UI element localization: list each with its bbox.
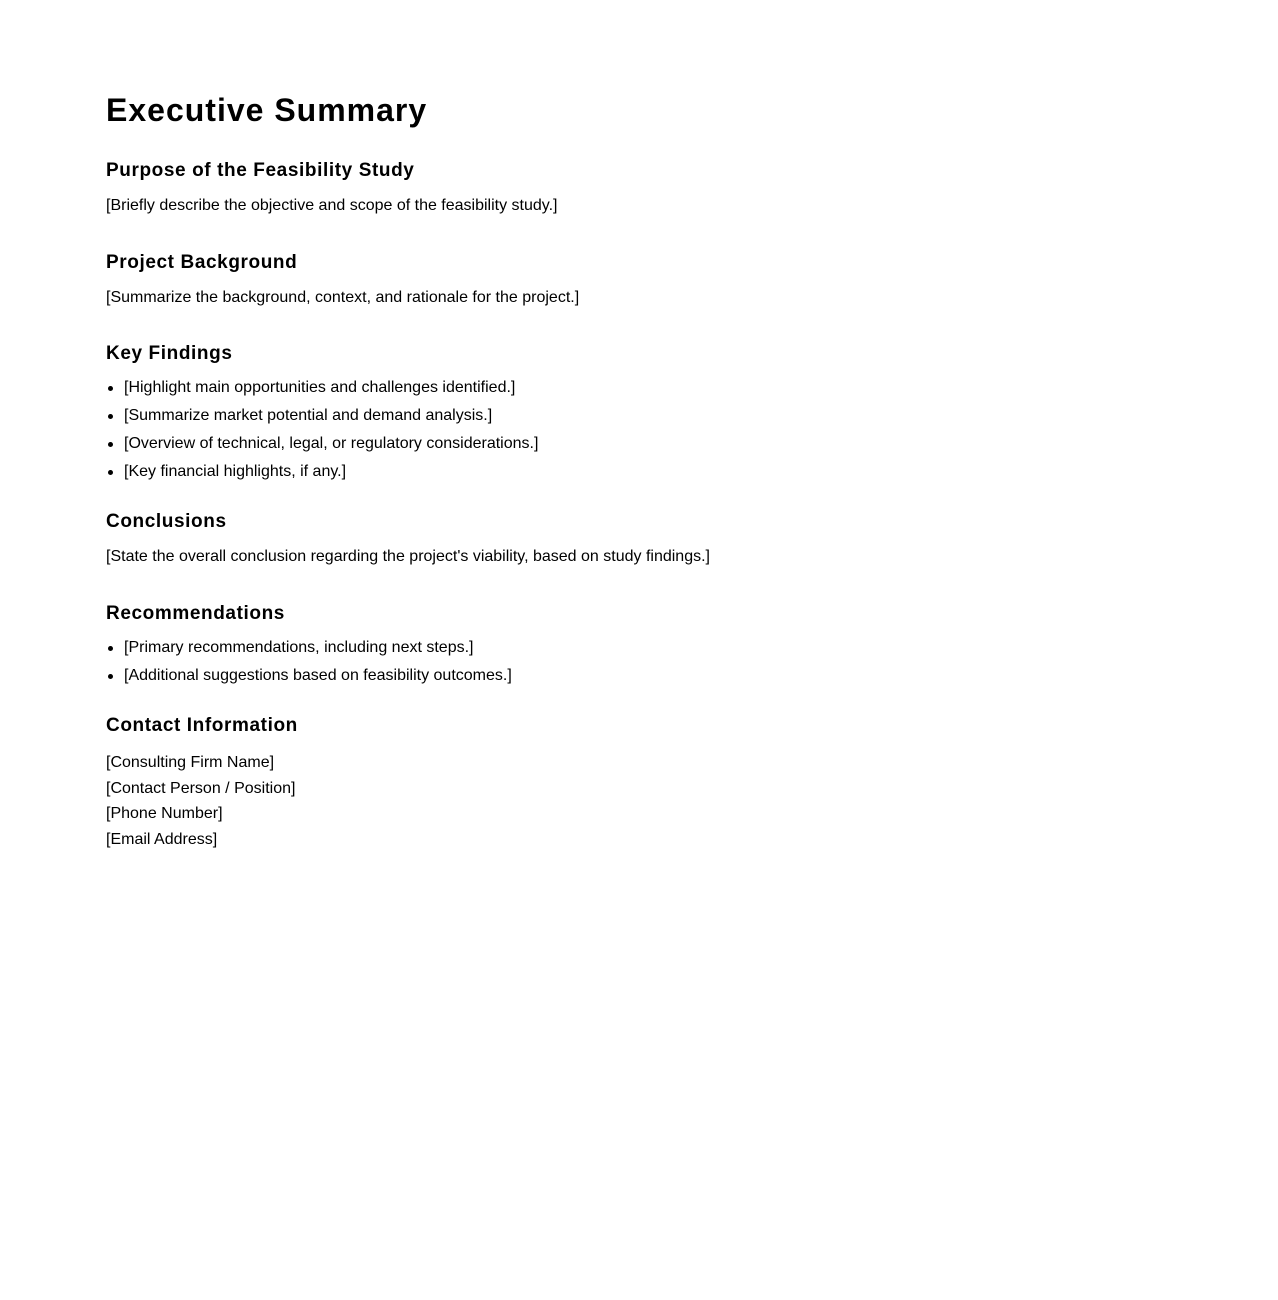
list-item-text: [Additional suggestions based on feasibility outcomes.] [124, 667, 512, 684]
section-heading-background: Project Background [106, 252, 298, 273]
list-item [106, 374, 538, 402]
bullet-icon [108, 386, 113, 391]
document-page [0, 0, 1278, 129]
list-item-text: [Summarize market potential and demand analysis.] [124, 407, 493, 424]
contact-phone-number: [Phone Number] [106, 805, 223, 823]
section-purpose [106, 159, 558, 217]
section-heading-purpose: Purpose of the Feasibility Study [106, 160, 415, 181]
section-recommendations [106, 602, 512, 690]
contact-email-address: [Email Address] [106, 831, 218, 849]
bullet-icon [108, 442, 113, 447]
list-item [106, 430, 538, 458]
list-item-text: [Key financial highlights, if any.] [124, 463, 347, 480]
section-background [106, 251, 579, 309]
bullet-icon [108, 414, 113, 419]
list-item-text: [Overview of technical, legal, or regulatory considerations.] [124, 435, 539, 452]
list-item [106, 662, 512, 690]
list-item [106, 458, 538, 486]
section-contact-information [106, 714, 298, 853]
key-findings-list [106, 374, 538, 486]
section-conclusions [106, 510, 710, 568]
contact-person-position: [Contact Person / Position] [106, 779, 296, 797]
section-heading-contact: Contact Information [106, 715, 298, 736]
section-body-purpose: [Briefly describe the objective and scope of the feasibility study.] [106, 197, 558, 214]
bullet-icon [108, 674, 113, 679]
section-body-background: [Summarize the background, context, and rationale for the project.] [106, 289, 580, 306]
contact-firm-name: [Consulting Firm Name] [106, 754, 275, 771]
bullet-icon [108, 470, 113, 475]
contact-details [106, 750, 298, 853]
section-heading-conclusions: Conclusions [106, 511, 227, 532]
page-title: Executive Summary [106, 92, 428, 128]
list-item-text: [Highlight main opportunities and challenges identified.] [124, 379, 516, 396]
list-item [106, 402, 538, 430]
bullet-icon [108, 646, 113, 651]
section-key-findings [106, 342, 538, 486]
section-heading-key-findings: Key Findings [106, 343, 233, 364]
list-item-text: [Primary recommendations, including next steps.] [124, 639, 474, 656]
list-item [106, 634, 512, 662]
section-heading-recommendations: Recommendations [106, 603, 285, 624]
recommendations-list [106, 634, 512, 690]
section-body-conclusions: [State the overall conclusion regarding the project's viability, based on study findings.] [106, 548, 710, 565]
